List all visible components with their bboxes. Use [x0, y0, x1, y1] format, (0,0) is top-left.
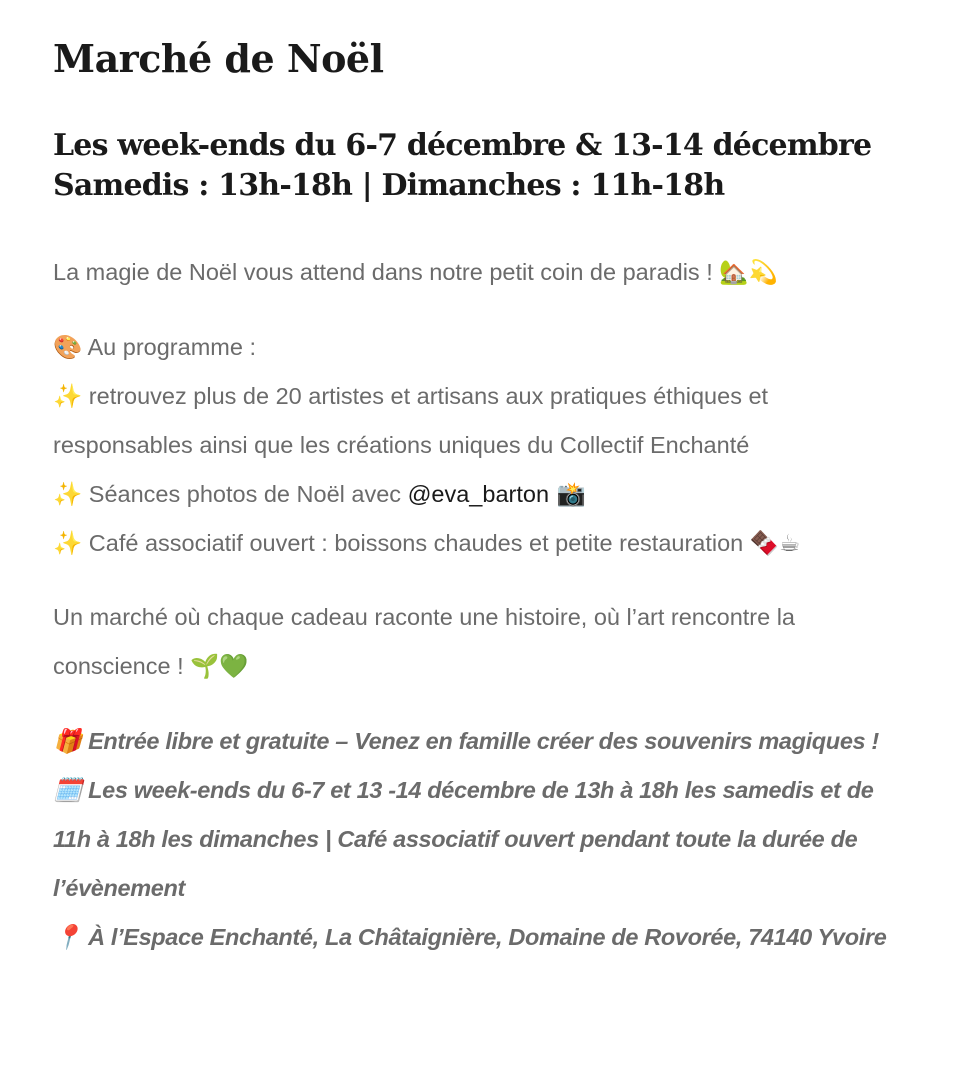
outro-text-cont: conscience !	[53, 653, 191, 679]
sparkles-icon: ✨	[53, 529, 83, 557]
sparkles-icon: ✨	[53, 480, 83, 508]
outro-paragraph	[53, 593, 968, 691]
programme-item-artists: retrouvez plus de 20 artistes et artisans aux pratiques éthiques et	[82, 383, 769, 409]
info-entry: Entrée libre et gratuite – Venez en famille créer des souvenirs magiques !	[81, 728, 879, 754]
programme-heading: Au programme :	[82, 334, 256, 360]
info-dates-cont: 11h à 18h les dimanches | Café associatif ouvert pendant toute la durée de	[53, 826, 858, 852]
programme-item-photos: Séances photos de Noël avec	[82, 481, 408, 507]
camera-flash-icon: 📸	[549, 480, 586, 508]
intro-text: La magie de Noël vous attend dans notre petit coin de paradis !	[53, 259, 720, 285]
intro-paragraph	[53, 248, 968, 297]
seedling-heart-icon: 🌱💚	[190, 652, 249, 680]
subtitle-hours: Samedis : 13h-18h | Dimanches : 11h-18h	[53, 168, 725, 203]
subtitle-dates: Les week-ends du 6-7 décembre & 13-14 décembre	[53, 128, 872, 163]
info-dates: Les week-ends du 6-7 et 13 -14 décembre de 13h à 18h les samedis et de	[81, 777, 874, 803]
programme-item-cafe: Café associatif ouvert : boissons chaudes et petite restauration	[82, 530, 750, 556]
mention-link[interactable]: @eva_barton	[407, 481, 550, 507]
page-title: Marché de Noël	[53, 36, 384, 81]
chocolate-coffee-icon: 🍫☕	[749, 529, 801, 557]
event-subtitle	[53, 126, 871, 206]
info-block	[53, 717, 968, 962]
gift-icon: 🎁	[53, 727, 82, 755]
info-location: À l’Espace Enchanté, La Châtaignière, Domaine de Rovorée, 74140 Yvoire	[81, 924, 887, 950]
calendar-icon: 🗓️	[53, 776, 82, 804]
house-sparkle-icon: 🏡💫	[719, 258, 778, 286]
programme-list	[53, 323, 968, 568]
outro-text: Un marché où chaque cadeau raconte une histoire, où l’art rencontre la	[53, 604, 796, 630]
palette-icon: 🎨	[53, 333, 83, 361]
pin-icon: 📍	[53, 923, 82, 951]
sparkles-icon: ✨	[53, 382, 83, 410]
programme-item-artists-cont: responsables ainsi que les créations uniques du Collectif Enchanté	[53, 432, 750, 458]
info-dates-end: l’évènement	[53, 875, 185, 901]
